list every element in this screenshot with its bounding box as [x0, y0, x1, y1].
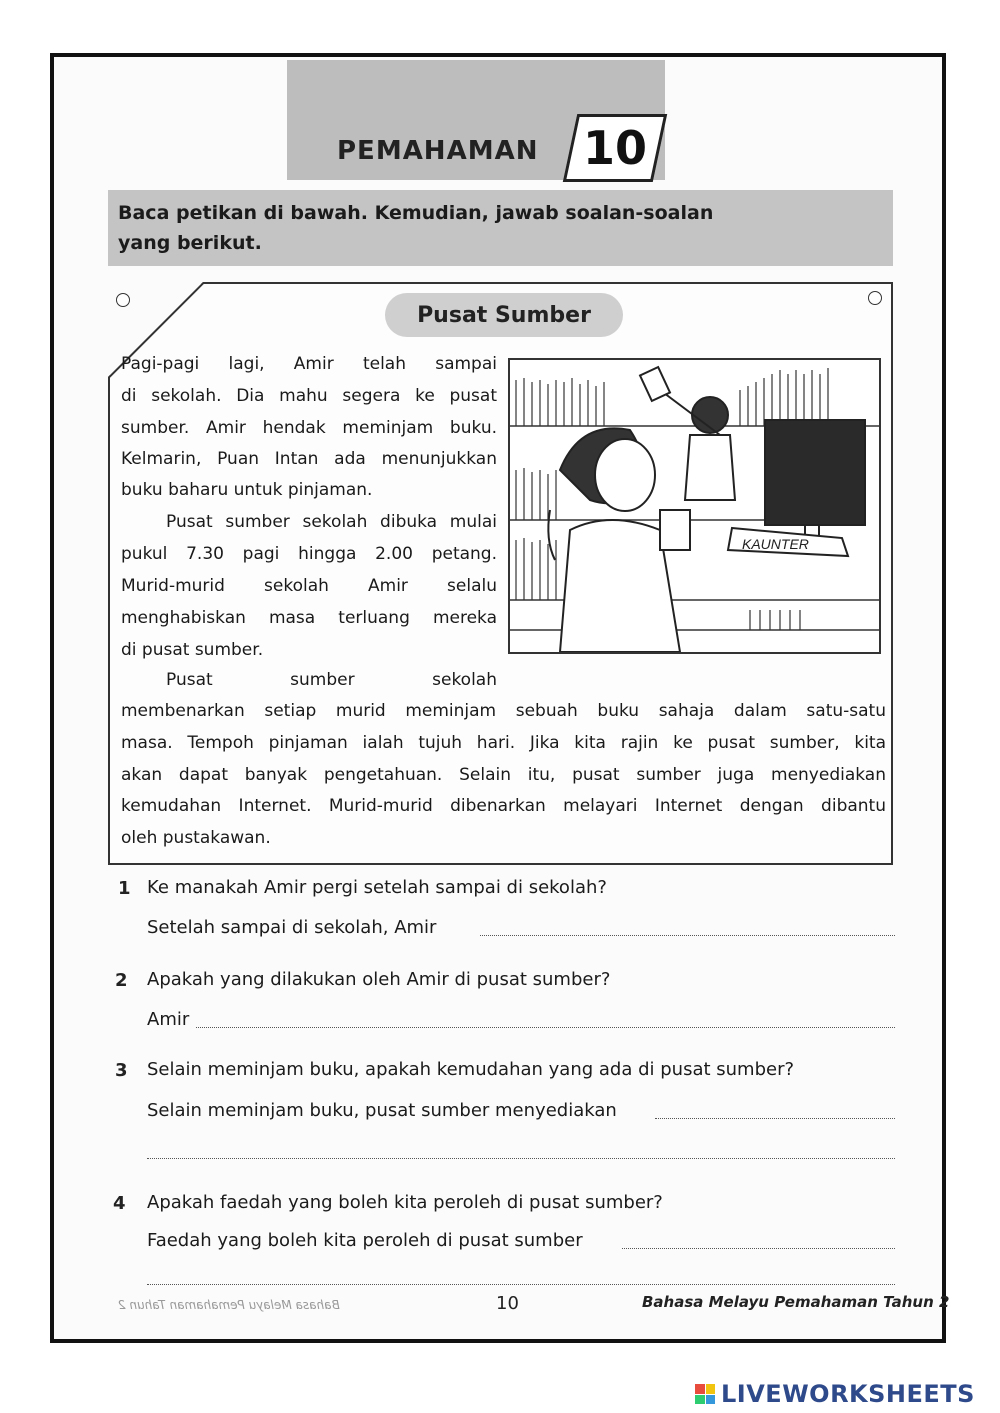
passage-line: di sekolah. Dia mahu segera ke pusat: [121, 386, 497, 406]
question-text: Selain meminjam buku, apakah kemudahan yang ada di pusat sumber?: [147, 1059, 795, 1080]
question-text: Apakah faedah yang boleh kita peroleh di pusat sumber?: [147, 1192, 663, 1213]
answer-line[interactable]: [480, 935, 895, 936]
passage-line: di pusat sumber.: [121, 640, 264, 660]
page-number: 10: [496, 1293, 519, 1314]
punch-hole-icon: [868, 291, 882, 305]
title-number-box: [563, 114, 667, 182]
title-number: 10: [582, 121, 647, 175]
answer-prompt: Selain meminjam buku, pusat sumber menyediakan: [147, 1100, 617, 1121]
liveworksheets-logo: [695, 1380, 975, 1408]
instruction-line-2: yang berikut.: [118, 232, 262, 254]
punch-hole-icon: [116, 293, 130, 307]
answer-line[interactable]: [655, 1118, 895, 1119]
passage-line: Kelmarin, Puan Intan ada menunjukkan: [121, 449, 497, 469]
liveworksheets-text: LIVEWORKSHEETS: [721, 1380, 975, 1408]
answer-prompt: Amir: [147, 1009, 190, 1030]
passage-line: akan dapat banyak pengetahuan. Selain itu, pusat sumber juga menyediakan: [121, 765, 886, 785]
library-illustration: [508, 358, 881, 654]
answer-line[interactable]: [147, 1158, 895, 1159]
instruction-line-1: Baca petikan di bawah. Kemudian, jawab soalan-soalan: [118, 202, 714, 224]
passage-line: kemudahan Internet. Murid-murid dibenarkan melayari Internet dengan dibantu: [121, 796, 886, 816]
question-number: 2: [115, 970, 128, 991]
answer-line[interactable]: [147, 1284, 895, 1285]
instruction-banner: [108, 190, 893, 266]
passage-line: pukul 7.30 pagi hingga 2.00 petang.: [121, 544, 497, 564]
footer-book-title: Bahasa Melayu Pemahaman Tahun 2: [642, 1293, 950, 1311]
passage-line: Murid-murid sekolah Amir selalu: [121, 576, 497, 596]
answer-line[interactable]: [622, 1248, 895, 1249]
answer-prompt: Setelah sampai di sekolah, Amir: [147, 917, 437, 938]
page-title: PEMAHAMAN: [337, 136, 539, 166]
footer-mirrored-title: Bahasa Melayu Pemahaman Tahun 2: [118, 1298, 340, 1312]
question-number: 1: [118, 878, 131, 899]
passage-line: membenarkan setiap murid meminjam sebuah buku sahaja dalam satu-satu: [121, 701, 886, 721]
question-text: Apakah yang dilakukan oleh Amir di pusat sumber?: [147, 969, 611, 990]
passage-title: Pusat Sumber: [385, 293, 623, 337]
library-scene-image: [510, 360, 879, 652]
counter-sign-label: KAUNTER: [742, 536, 809, 552]
passage-line: Pusat sumber sekolah dibuka mulai: [166, 512, 497, 532]
question-number: 4: [113, 1193, 126, 1214]
answer-line[interactable]: [196, 1027, 895, 1028]
answer-prompt: Faedah yang boleh kita peroleh di pusat sumber: [147, 1230, 583, 1251]
passage-line: Pusat sumber sekolah: [166, 670, 497, 690]
liveworksheets-icon: [695, 1384, 715, 1404]
question-text: Ke manakah Amir pergi setelah sampai di sekolah?: [147, 877, 607, 898]
question-number: 3: [115, 1060, 128, 1081]
passage-line: menghabiskan masa terluang mereka: [121, 608, 497, 628]
passage-line: masa. Tempoh pinjaman ialah tujuh hari. Jika kita rajin ke pusat sumber, kita: [121, 733, 886, 753]
passage-line: oleh pustakawan.: [121, 828, 271, 848]
passage-line: Pagi-pagi lagi, Amir telah sampai: [121, 354, 497, 374]
passage-line: buku baharu untuk pinjaman.: [121, 480, 373, 500]
passage-line: sumber. Amir hendak meminjam buku.: [121, 418, 497, 438]
